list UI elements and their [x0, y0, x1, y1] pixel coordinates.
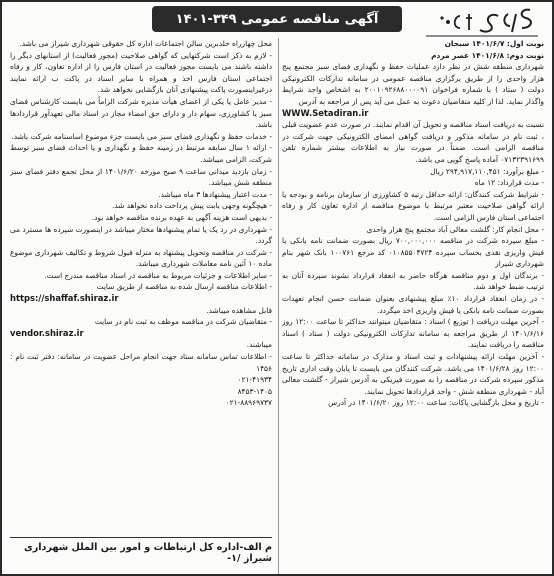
vendor-link[interactable]: vendor.shiraz.ir — [10, 327, 84, 338]
shaffaf-link[interactable]: https://shaffaf.shiraz.ir — [10, 293, 119, 304]
performance-guarantee: - در زمان انعقاد قرارداد ۱۰٪ مبلغ پیشنهادی بعنوان ضمانت حسن انجام تعهدات بصورت ضمانت نامه بانکی یا فیش واریزی اخذ میگردد. — [282, 294, 544, 315]
vendor-intro: - متقاضیان شرکت در مناقصه موظف به ثبت نام در سایت — [94, 317, 272, 327]
ceo-requirement: - مدیر عامل یا یکی از اعضای هیأت مدیره شرکت الزاماً می بایست کارشناس فضای سبز یا کشاورزی، سهام دار و دارای حق امضاء مجاز در اسناد مالی تعهدآور قراردادها باشد. — [10, 96, 272, 130]
other-info: - سایر اطلاعات و جزئیات مربوط به مناقصه در اسناد مناقصه مندرج است. — [44, 270, 272, 280]
footer-publisher: م الف-اداره کل ارتباطات و امور بین الملل شهرداری شیراز /۱- — [10, 537, 272, 568]
document-deadline: - آخرین مهلت دریافت ( توزیع ) اسناد : متقاضیان میتوانند حداکثر تا ساعت ۱۲:۰۰ روز ۱۴۰۱/۶/۱۶ از طریق مراجعه به سامانه تدارکات الکترونیکی دولت ( ستاد ) اسناد مناقصه را دریافت نمایند. — [282, 317, 544, 350]
rejection-right: - شهرداری در رد یک یا تمام پیشنهادها مختار میباشد در اینصورت سپرده ها مسترد می گردد. — [10, 224, 272, 246]
experience-requirement: - ارائه ۱ سال سابقه مرتبط در زمینه حفظ و نگهداری و یا احداث فضای سبز توسط شرکت، الزامی میباشد. — [10, 143, 272, 164]
winner-forfeit: - برندگان اول و دوم مناقصه هرگاه حاضر به انعقاد قرارداد نشوند سپرده آنان به ترتیب ضبط خواهد شد. — [282, 270, 544, 292]
ad-cost-note: - بدیهی است هزینه آگهی به عهده برنده مناقصه خواهد بود. — [91, 212, 272, 222]
setad-contact-info: - اطلاعات تماس سامانه ستاد جهت انجام مراحل عضویت در سامانه: دفتر ثبت نام : ۱۴۵۶ — [10, 352, 272, 373]
acceptance-terms: - شرکت در مناقصه وتحویل پیشنهاد به منزله قبول شروط و تکالیف شهرداری موضوع ماده ۱۰ آئین نامه معاملات شهرداری میباشد. — [10, 247, 272, 269]
other-province-note: - لازم به ذکر است شرکتهایی که گواهی صلاحیت (مجوز فعالیت) از استانهای دیگر را داشته باشند می بایست مجوز فعالیت در استان فارس را از اداره تعاون، کار و رفاه اجتماعی استان فارس اخذ و همراه با سایر اسناد در پاکت ب ارائه نمایند درغیراینصورت پاکت پیشنهادی آنان بازگشایی نخواهد شد. — [10, 50, 272, 95]
right-column — [282, 38, 544, 574]
column-divider — [278, 38, 279, 574]
submission-deadline: - آخرین مهلت ارائه پیشنهادات و ثبت اسناد و مدارک در سامانه حداکثر تا ساعت ۱۲:۰۰ روز ۱۴۰۱/۶/۲۸ می باشد. شرکت کنندگان می بایست تا پایان وقت اداری تاریخ مذکور سپرده شرکت در مناقصه را به صورت فیزیکی به آدرس شیراز - گلشت معالی آباد - شهرداری منطقه شش - واحد قراردادها تحویل نمایند. — [282, 352, 544, 396]
work-location: - محل انجام کار: گلشت معالی آباد مجتمع پنج هزار واحدی — [366, 224, 544, 234]
site-visit: - زمان بازدید میدانی ساعت ۹ صبح مورخه ۱۴۰۱/۶/۲۰ از محل تجمع دفتر فضای سبز منطقه شش میباشد. — [10, 166, 272, 188]
setadiran-link[interactable]: WWW.Setadiran.ir — [282, 107, 369, 118]
first-publish-line: نوبت اول: ۱۴۰۱/۶/۷ سبحان — [444, 39, 544, 48]
shaffaf-intro: - اطلاعات مناقصه ارسال شده به مناقصه از طریق سایت — [96, 282, 272, 292]
contract-duration: - مدت قرارداد: ۱۲ ماه — [474, 178, 544, 188]
intro-paragraph: شهرداری منطقه شش در نظر دارد عملیات حفظ و نگهداری فضای سبز مجتمع پنج هزار واحدی را از طریق برگزاری مناقصه عمومی در سامانه تدارکات الکترونیکی دولت ( ستاد ) با شماره فراخوان ۲۰۰۱۰۹۲۶۸۸۰۰۰۰۹۱ به اشخاص واجد شرایط واگذار نماید. لذا از کلیه متقاضیان دعوت به عمل می آید پس از مراجعه به آدرس — [282, 62, 544, 106]
contact-phone-2: ۸۴۵۳-۱۴۰۵ — [237, 386, 272, 396]
opening-location: محل چهارراه خلدبرین سالن اجتماعات اداره کل حقوقی شهرداری شیراز می باشد. — [19, 39, 272, 48]
opening-date: - تاریخ و محل بازگشایی پاکات: ساعت ۱۲:۰۰ روز ۱۴۰۱/۶/۲۰ در آدرس — [328, 398, 544, 408]
no-prepayment: - هیچگونه وجهی بابت پیش پرداخت داده نخواهد شد. — [111, 201, 272, 211]
estimate-amount: - مبلغ برآورد: ۲۹۴,۹۱۷,۱۱۰,۴۵۱ ریال — [430, 166, 544, 176]
shaffaf-outro: قابل مشاهده میباشد. — [206, 305, 272, 315]
registration-paragraph: نسبت به دریافت اسناد مناقصه و تحویل آن اقدام نمایند. در صورت عدم عضویت قبلی ، ثبت نام در سامانه مذکور و دریافت گواهی امضای الکترونیکی جهت شرکت در مناقصه الزامی است. ضمناً در صورت نیاز به اطلاعات بیشتر شماره تلفن ۰۷۱۳۲۳۹۱۶۹۹ آماده پاسخ گویی می باشد. — [282, 120, 544, 164]
ad-title: آگهی مناقصه عمومی ۳۴۹-۱۴۰۱ — [152, 6, 402, 32]
contact-phone-3: ۰۲۱-۸۸۹۶۹۷۳۷ — [225, 398, 272, 408]
articles-requirement: - خدمات حفظ و نگهداری فضای سبز می بایست جزء موضوع اساسنامه شرکت باشد. — [11, 131, 272, 141]
deposit-amount: - مبلغ سپرده شرکت در مناقصه ۷۰۰,۰۰۰,۰۰۰ ریال بصورت ضمانت نامه بانکی یا فیش واریزی نقدی بحساب سپرده ۰۱۰۸۵۵۰۴۷۲۴ کد مرجع ۱۰۰۷۶۱ بانک شهر بنام شهرداری شیراز — [282, 236, 544, 269]
contact-phone-1: ۰۲۱-۴۱۹۳۴ — [237, 375, 272, 385]
second-publish-line: نوبت دوم: ۱۴۰۱/۶/۸ عصر مردم — [431, 50, 544, 60]
validity-period: - مدت اعتبار پیشنهادها ۳ ماه میباشد. — [158, 189, 272, 199]
vendor-outro: میباشند. — [246, 340, 272, 350]
participant-conditions: - شرایط شرکت کنندگان: ارائه حداقل رتبه ۵ کشاورزی از سازمان برنامه و بودجه یا ارائه گواهی صلاحیت معتبر مرتبط با موضوع مناقصه از اداره تعاون کار و رفاه اجتماعی استان فارس الزامی است. — [282, 189, 544, 222]
left-column — [10, 38, 272, 534]
